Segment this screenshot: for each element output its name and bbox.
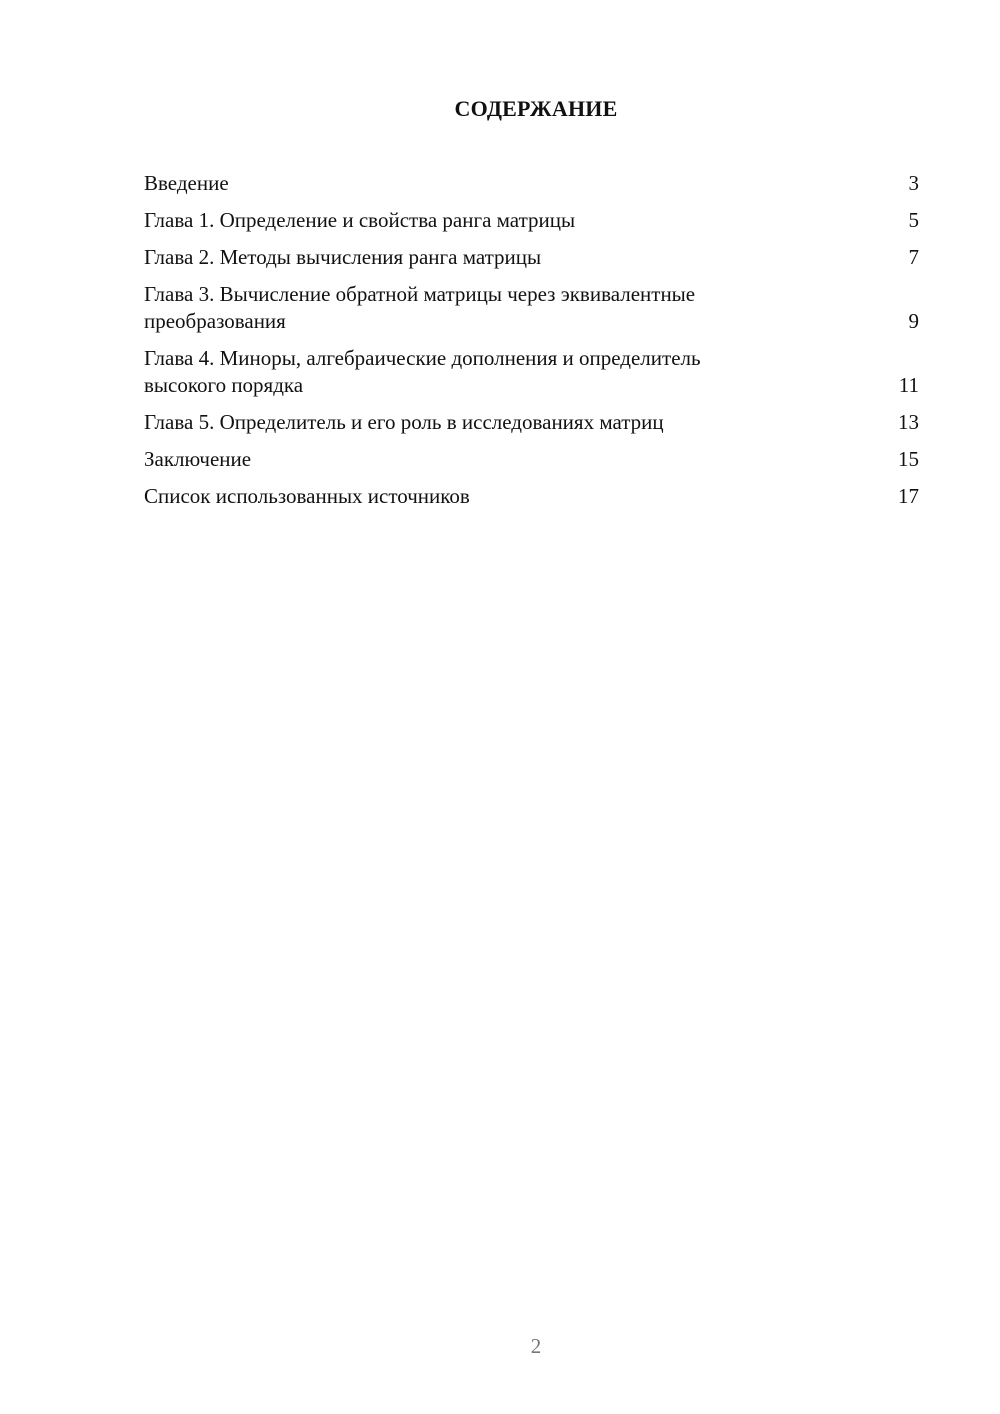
toc-entry-page-number: 13 bbox=[898, 410, 919, 434]
toc-entry-line: Глава 2. Методы вычисления ранга матрицы bbox=[144, 245, 542, 269]
table-of-contents bbox=[144, 170, 919, 520]
page-title: СОДЕРЖАНИЕ bbox=[454, 96, 618, 121]
toc-entry-page-number: 7 bbox=[908, 245, 919, 269]
toc-entry-page-number: 5 bbox=[908, 208, 919, 232]
toc-entry-page-number: 3 bbox=[908, 171, 919, 195]
toc-entry-title bbox=[144, 170, 889, 197]
toc-entry bbox=[144, 207, 919, 234]
toc-entry bbox=[144, 345, 919, 399]
toc-entry-line: Глава 1. Определение и свойства ранга матрицы bbox=[144, 208, 576, 232]
toc-entry bbox=[144, 409, 919, 436]
toc-entry-line: преобразования bbox=[144, 309, 286, 333]
toc-entry bbox=[144, 281, 919, 335]
toc-entry-line: Глава 4. Миноры, алгебраические дополнения и определитель bbox=[144, 346, 701, 370]
toc-entry-page-number: 9 bbox=[908, 309, 919, 333]
toc-entry bbox=[144, 170, 919, 197]
toc-entry bbox=[144, 244, 919, 271]
toc-entry bbox=[144, 446, 919, 473]
toc-entry-title bbox=[144, 446, 889, 473]
page-number: 2 bbox=[530, 1334, 542, 1358]
toc-entry-page-number: 17 bbox=[898, 484, 919, 508]
toc-entry-title bbox=[144, 345, 889, 399]
toc-entry-title bbox=[144, 409, 889, 436]
toc-entry-page-number: 15 bbox=[898, 447, 919, 471]
toc-entry bbox=[144, 483, 919, 510]
toc-entry-title bbox=[144, 244, 889, 271]
toc-entry-title bbox=[144, 483, 889, 510]
toc-entry-line: Глава 3. Вычисление обратной матрицы через эквивалентные bbox=[144, 282, 696, 306]
toc-entry-page-number: 11 bbox=[898, 373, 919, 397]
toc-entry-line: Глава 5. Определитель и его роль в исследованиях матриц bbox=[144, 410, 664, 434]
toc-entry-line: Список использованных источников bbox=[144, 484, 470, 508]
toc-entry-title bbox=[144, 207, 889, 234]
toc-entry-line: Заключение bbox=[144, 447, 252, 471]
toc-entry-line: Введение bbox=[144, 171, 229, 195]
toc-entry-line: высокого порядка bbox=[144, 373, 304, 397]
toc-entry-title bbox=[144, 281, 889, 335]
